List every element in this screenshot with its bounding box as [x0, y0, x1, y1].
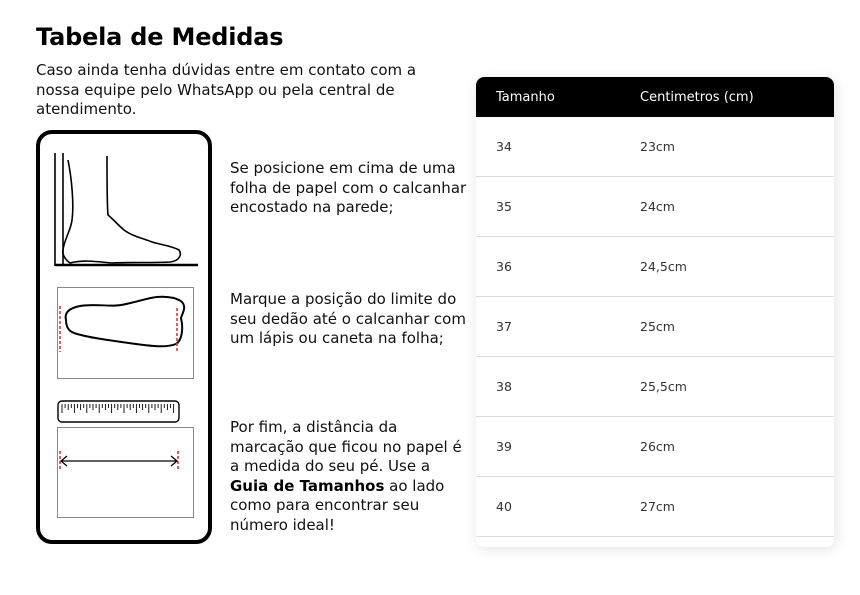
cell-cm: 24cm: [640, 199, 675, 214]
cell-cm: 23cm: [640, 139, 675, 154]
cell-cm: 24,5cm: [640, 259, 687, 274]
table-row: [476, 297, 834, 357]
size-table-body: [476, 117, 834, 537]
intro-text: Caso ainda tenha dúvidas entre em contato com a nossa equipe pelo WhatsApp ou pela central de atendimento.: [36, 61, 417, 118]
header-size: Tamanho: [496, 89, 555, 105]
foot-outline-marked-icon: [56, 286, 196, 381]
header-centimeters: Centimetros (cm): [640, 89, 754, 105]
cell-cm: 27cm: [640, 499, 675, 514]
step-3-text-before: Por fim, a distância da marcação que ficou no papel é a medida do seu pé. Use a: [230, 418, 462, 475]
table-row: [476, 117, 834, 177]
step-3-text: [230, 418, 470, 535]
cell-size: 35: [496, 199, 512, 214]
step-2-text: Marque a posição do limite do seu dedão até o calcanhar com um lápis ou caneta na folha;: [230, 290, 466, 347]
step-1-text: Se posicione em cima de uma folha de papel com o calcanhar encostado na parede;: [230, 159, 467, 216]
cell-size: 40: [496, 499, 512, 514]
size-table: [476, 77, 834, 547]
cell-cm: 25cm: [640, 319, 675, 334]
cell-size: 36: [496, 259, 512, 274]
table-row: [476, 477, 834, 537]
foot-against-wall-icon: [52, 150, 202, 270]
page-title: Tabela de Medidas: [36, 23, 284, 51]
step-3-text-after: ao lado como para encontrar seu número ideal!: [230, 476, 445, 534]
size-table-header: [476, 77, 834, 117]
ruler-icon: [57, 400, 181, 424]
cell-cm: 26cm: [640, 439, 675, 454]
cell-size: 37: [496, 319, 512, 334]
table-row: [476, 357, 834, 417]
cell-size: 38: [496, 379, 512, 394]
table-row: [476, 237, 834, 297]
cell-cm: 25,5cm: [640, 379, 687, 394]
cell-size: 34: [496, 139, 512, 154]
cell-size: 39: [496, 439, 512, 454]
size-guide-emphasis: Guia de Tamanhos: [230, 476, 385, 495]
table-row: [476, 177, 834, 237]
measurement-icon: [56, 426, 196, 520]
table-row: [476, 417, 834, 477]
